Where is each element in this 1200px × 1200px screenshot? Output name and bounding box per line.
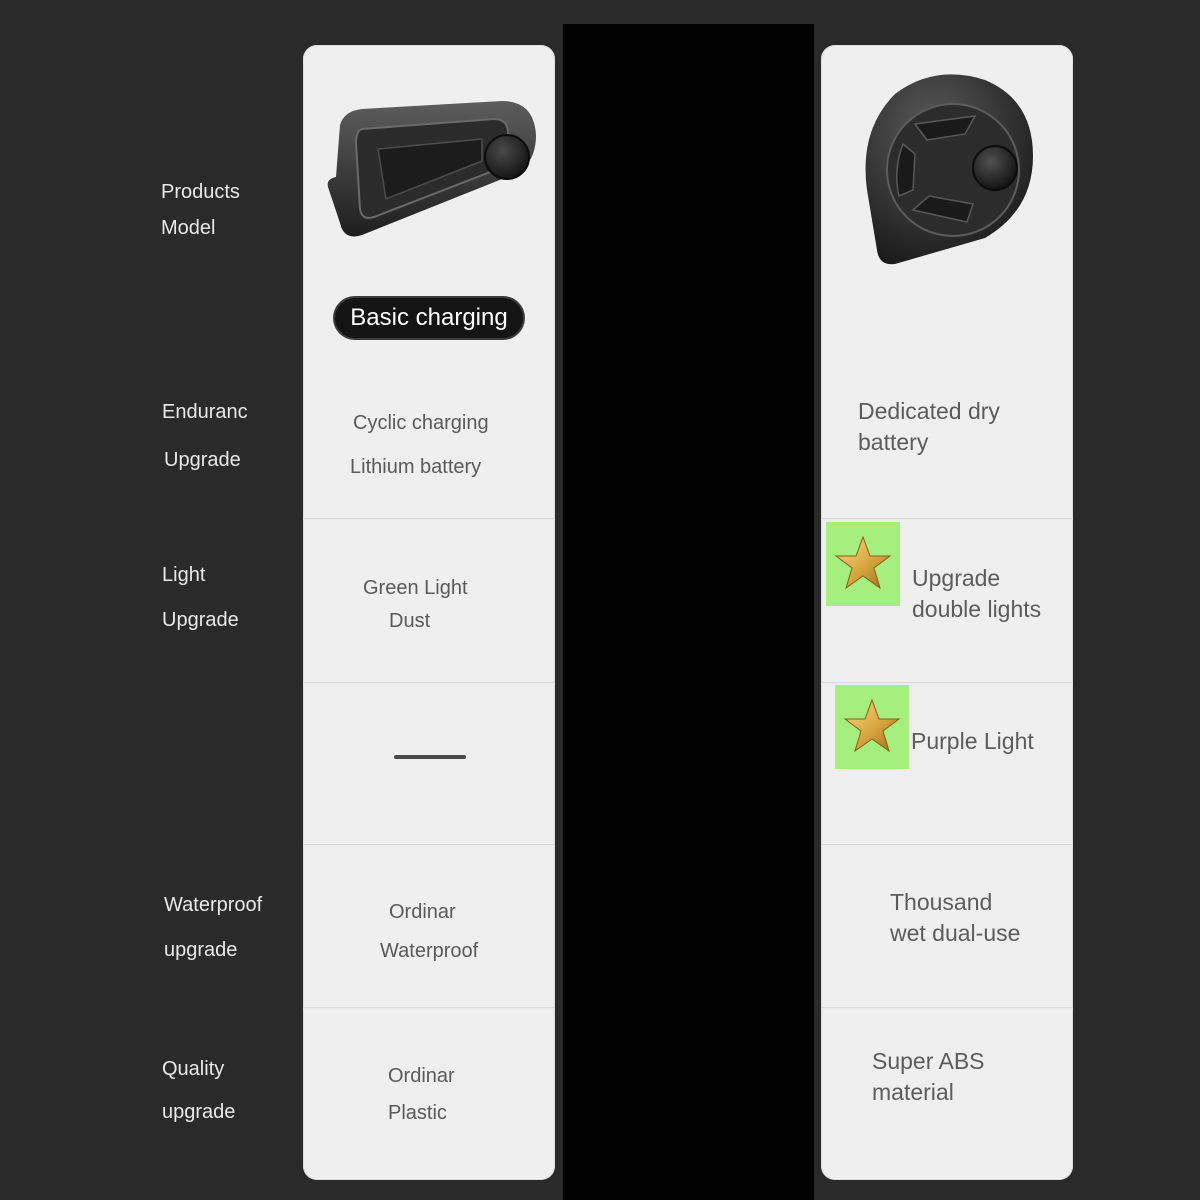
- text-line: Plastic: [388, 1102, 447, 1124]
- text-line: Super ABS: [872, 1048, 985, 1074]
- row-divider: [303, 682, 555, 684]
- row-divider: [303, 844, 555, 846]
- label-waterproof: [164, 893, 262, 962]
- label-line: upgrade: [162, 1101, 236, 1123]
- text-line: battery: [858, 429, 929, 455]
- text-line: Lithium battery: [350, 456, 482, 478]
- basic-light-text: [363, 572, 468, 638]
- label-line: Upgrade: [162, 609, 239, 631]
- label-line: Upgrade: [164, 449, 241, 471]
- text-line: Thousand: [890, 889, 993, 915]
- basic-quality-text: [388, 1058, 455, 1132]
- label-line: Products: [161, 181, 240, 203]
- text-line: material: [872, 1079, 954, 1105]
- rectangular-charger-icon: [322, 95, 544, 245]
- basic-endurance-text: [350, 401, 489, 489]
- label-quality: [162, 1057, 235, 1124]
- row-divider: [303, 518, 555, 520]
- not-available-dash: [394, 755, 466, 759]
- row-divider: [821, 682, 1073, 684]
- label-line: Waterproof: [164, 894, 263, 916]
- row-divider: [821, 844, 1073, 846]
- upgraded-waterproof-text: [890, 887, 1020, 949]
- row-divider: [303, 1007, 555, 1009]
- label-line: Model: [161, 217, 216, 239]
- upgrade-star-badge: [826, 522, 900, 606]
- upgrade-star-badge: [835, 685, 909, 769]
- text-line: Upgrade: [912, 565, 1001, 591]
- row-divider: [821, 1007, 1073, 1009]
- label-line: upgrade: [164, 939, 238, 961]
- text-line: Green Light: [363, 577, 468, 599]
- text-line: Ordinar: [388, 1065, 455, 1087]
- star-icon: [842, 697, 902, 757]
- upgraded-extra-light-text: [911, 726, 1034, 757]
- label-line: Quality: [162, 1058, 225, 1080]
- text-line: double lights: [912, 596, 1042, 622]
- round-charger-icon: [855, 70, 1040, 270]
- upgraded-quality-text: [872, 1046, 985, 1108]
- label-line: Light: [162, 564, 206, 586]
- label-endurance: [162, 400, 248, 472]
- basic-charging-badge: Basic charging: [335, 298, 523, 338]
- star-icon: [833, 534, 893, 594]
- label-products-model: [161, 174, 240, 246]
- text-line: Dedicated dry: [858, 398, 1000, 424]
- basic-waterproof-text: [380, 893, 478, 971]
- upgraded-endurance-text: [858, 396, 1000, 458]
- text-line: Waterproof: [380, 940, 479, 962]
- label-light: [162, 563, 239, 632]
- center-dark-panel: [563, 24, 814, 1200]
- text-line: Purple Light: [911, 728, 1034, 754]
- row-divider: [821, 518, 1073, 520]
- text-line: Cyclic charging: [353, 412, 489, 434]
- text-line: wet dual-use: [890, 920, 1021, 946]
- text-line: Dust: [389, 610, 431, 632]
- upgraded-light-text: [912, 563, 1041, 625]
- label-line: Enduranc: [162, 401, 248, 423]
- text-line: Ordinar: [389, 901, 456, 923]
